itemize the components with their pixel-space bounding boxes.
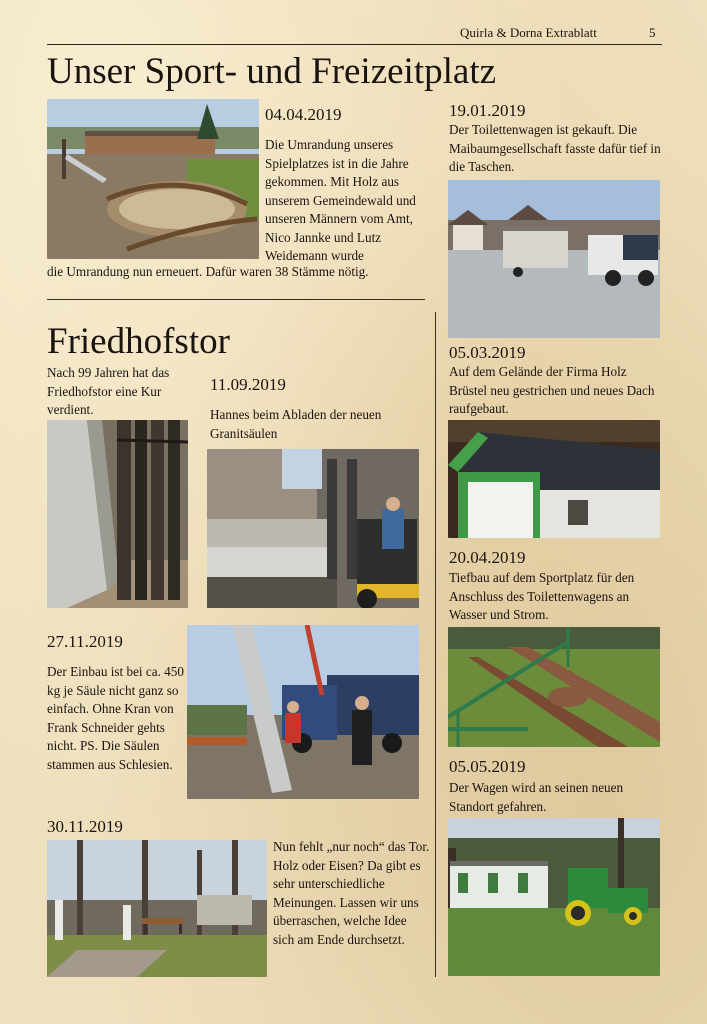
friedhof-entry-1-date: 11.09.2019	[210, 375, 286, 394]
right-entry-3-text: Tiefbau auf dem Sportplatz für den Anschluss des Toilettenwagens an Wasser und Strom.	[449, 570, 635, 622]
right-entry-4-date: 05.05.2019	[449, 757, 526, 776]
friedhof-entry-3-text: Nun fehlt „nur noch“ das Tor. Holz oder Eisen? Da gibt es sehr unterschiedliche Meinungen. Lassen wir uns überraschen, welche Idee sich am Ende durchsetzt.	[273, 839, 430, 947]
crane-column-photo	[187, 625, 419, 799]
right-entry-1-date: 19.01.2019	[449, 101, 526, 120]
painted-trailer-photo	[448, 420, 660, 538]
playground-photo	[47, 99, 259, 259]
friedhof-entry-1-text: Hannes beim Abladen der neuen Granitsäulen	[210, 407, 382, 441]
right-entry-2-date: 05.03.2019	[449, 343, 526, 362]
right-entry-3-date: 20.04.2019	[449, 548, 526, 567]
sport-section-title: Unser Sport- und Freizeitplatz	[47, 51, 497, 92]
friedhof-entry-2-date: 27.11.2019	[47, 632, 123, 651]
friedhof-section-title: Friedhofstor	[47, 321, 230, 362]
sport-entry-date: 04.04.2019	[265, 105, 342, 124]
old-gate-photo	[47, 420, 188, 608]
tractor-photo	[448, 818, 660, 976]
column-divider	[435, 312, 436, 977]
right-entry-4-text: Der Wagen wird an seinen neuen Standort gefahren.	[449, 780, 624, 814]
trench-photo	[448, 627, 660, 747]
cemetery-gate-photo	[47, 840, 267, 977]
section-divider	[47, 299, 425, 300]
page-number: 5	[649, 25, 656, 40]
forklift-photo	[207, 449, 419, 608]
right-entry-1-text: Der Toilettenwagen ist gekauft. Die Maibaumgesellschaft fasste dafür tief in die Taschen.	[449, 122, 661, 174]
toilet-trailer-photo	[448, 180, 660, 338]
header-divider	[47, 44, 662, 45]
publication-name: Quirla & Dorna Extrablatt	[460, 25, 597, 40]
sport-entry-text-continued: die Umrandung nun erneuert. Dafür waren 38 Stämme nötig.	[47, 264, 369, 279]
sport-entry-text: Die Umrandung unseres Spielplatzes ist in die Jahre gekommen. Mit Holz aus unserem Gemeindewald und unseren Männern vom Amt, Nico Jannke und Lutz Weidemann wurde	[265, 137, 416, 263]
friedhof-intro-text: Nach 99 Jahren hat das Friedhofstor eine Kur verdient.	[47, 365, 170, 417]
friedhof-entry-3-date: 30.11.2019	[47, 817, 123, 836]
right-entry-2-text: Auf dem Gelände der Firma Holz Brüstel neu gestrichen und neues Dach raufgebaut.	[449, 364, 655, 416]
friedhof-entry-2-text: Der Einbau ist bei ca. 450 kg je Säule nicht ganz so einfach. Ohne Kran von Frank Schneider gehts nicht. PS. Die Säulen stammen aus Schlesien.	[47, 664, 184, 772]
